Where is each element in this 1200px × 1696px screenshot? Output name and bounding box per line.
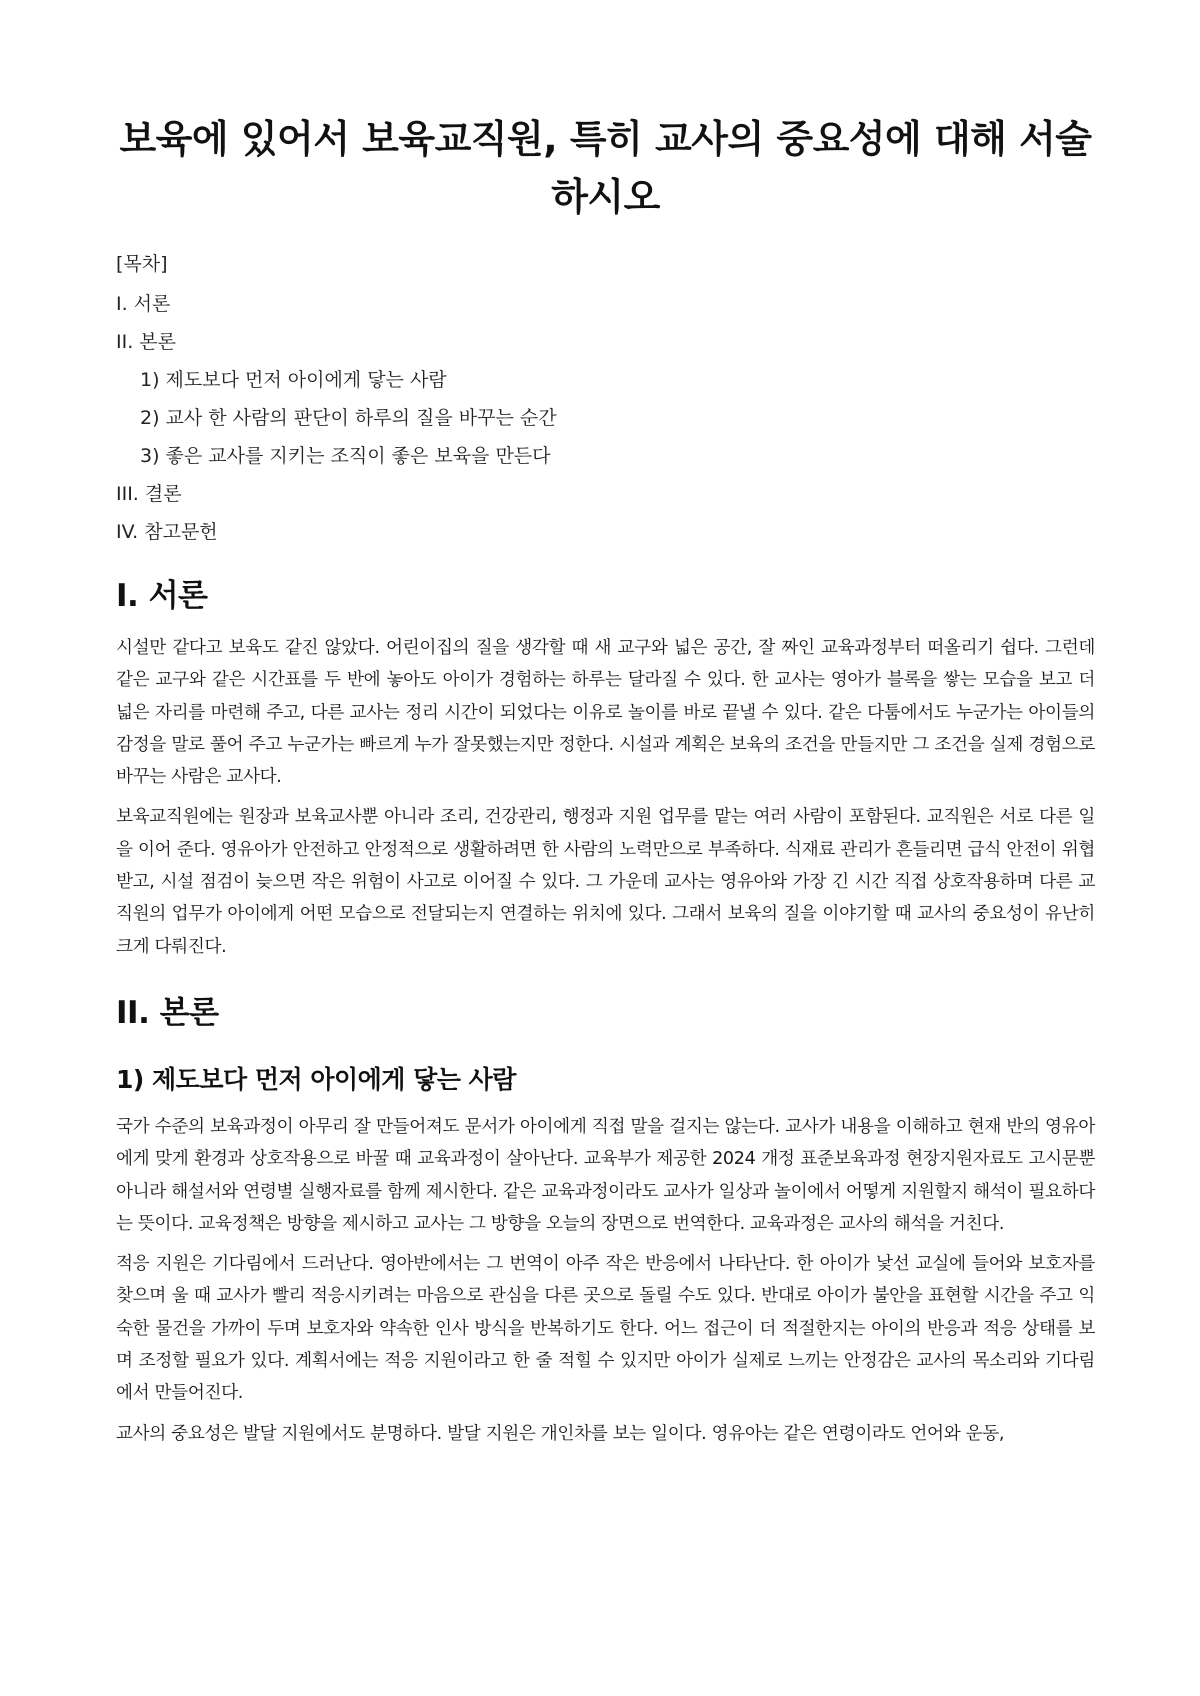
toc-item-conclusion: III. 결론: [116, 483, 182, 505]
toc-item-body-sub3: 3) 좋은 교사를 지키는 조직이 좋은 보육을 만든다: [140, 445, 551, 467]
toc-item-references: IV. 참고문헌: [116, 521, 218, 543]
document-title: 보육에 있어서 보육교직원, 특히 교사의 중요성에 대해 서술하시오: [119, 117, 1092, 219]
body-paragraph: 적응 지원은 기다림에서 드러난다. 영아반에서는 그 번역이 아주 작은 반응에서 나타난다. 한 아이가 낯선 교실에 들어와 보호자를 찾으며 울 때 교사가 빨리 적응시키려는 마음으로 관심을 다른 곳으로 돌릴 수도 있다. 반대로 아이가 불안을 표현할 시간을 주고 익숙한 물건을 가까이 두며 보호자와 약속한 인사 방식을 반복하기도 한다. 어느 접근이 더 적절한지는 아이의 반응과 적응 상태를 보며 조정할 필요가 있다. 계획서에는 적응 지원이라고 한 줄 적힐 수 있지만 아이가 실제로 느끼는 안정감은 교사의 목소리와 기다림에서 만들어진다.: [116, 1254, 1095, 1404]
body-paragraph: 교사의 중요성은 발달 지원에서도 분명하다. 발달 지원은 개인차를 보는 일이다. 영유아는 같은 연령이라도 언어와 운동,: [116, 1423, 1005, 1444]
table-of-contents: [116, 252, 1095, 544]
toc-item-body-sub1: 1) 제도보다 먼저 아이에게 닿는 사람: [140, 369, 447, 391]
section-heading-intro: I. 서론: [116, 578, 208, 614]
toc-heading: [목차]: [116, 253, 168, 275]
section-heading-body: II. 본론: [116, 994, 219, 1031]
intro-paragraph: 시설만 같다고 보육도 같진 않았다. 어린이집의 질을 생각할 때 새 교구와 넓은 공간, 잘 짜인 교육과정부터 떠올리기 쉽다. 그런데 같은 교구와 같은 시간표를 두 반에 놓아도 아이가 경험하는 하루는 달라질 수 있다. 한 교사는 영아가 블록을 쌓는 모습을 보고 더 넓은 자리를 마련해 주고, 다른 교사는 정리 시간이 되었다는 이유로 놀이를 바로 끝낼 수 있다. 같은 다툼에서도 누군가는 아이들의 감정을 말로 풀어 주고 누군가는 빠르게 누가 잘못했는지만 정한다. 시설과 계획은 보육의 조건을 만들지만 그 조건을 실제 경험으로 바꾸는 사람은 교사다.: [116, 638, 1095, 788]
toc-item-body: II. 본론: [116, 331, 176, 353]
intro-paragraph: 보육교직원에는 원장과 보육교사뿐 아니라 조리, 건강관리, 행정과 지원 업무를 맡는 여러 사람이 포함된다. 교직원은 서로 다른 일을 이어 준다. 영유아가 안전하고 안정적으로 생활하려면 한 사람의 노력만으로 부족하다. 식재료 관리가 흔들리면 급식 안전이 위협받고, 시설 점검이 늦으면 작은 위험이 사고로 이어질 수 있다. 그 가운데 교사는 영유아와 가장 긴 시간 직접 상호작용하며 다른 교직원의 업무가 아이에게 어떤 모습으로 전달되는지 연결하는 위치에 있다. 그래서 보육의 질을 이야기할 때 교사의 중요성이 유난히 크게 다뤄진다.: [116, 807, 1095, 957]
subsection-heading-1: 1) 제도보다 먼저 아이에게 닿는 사람: [116, 1064, 516, 1094]
toc-item-intro: I. 서론: [116, 293, 171, 315]
toc-item-body-sub2: 2) 교사 한 사람의 판단이 하루의 질을 바꾸는 순간: [140, 407, 557, 429]
body-paragraph: 국가 수준의 보육과정이 아무리 잘 만들어져도 문서가 아이에게 직접 말을 걸지는 않는다. 교사가 내용을 이해하고 현재 반의 영유아에게 맞게 환경과 상호작용으로 바꿀 때 교육과정이 살아난다. 교육부가 제공한 2024 개정 표준보육과정 현장지원자료도 고시문뿐 아니라 해설서와 연령별 실행자료를 함께 제시한다. 같은 교육과정이라도 교사가 일상과 놀이에서 어떻게 지원할지 해석이 필요하다는 뜻이다. 교육정책은 방향을 제시하고 교사는 그 방향을 오늘의 장면으로 번역한다. 교육과정은 교사의 해석을 거친다.: [116, 1116, 1095, 1234]
